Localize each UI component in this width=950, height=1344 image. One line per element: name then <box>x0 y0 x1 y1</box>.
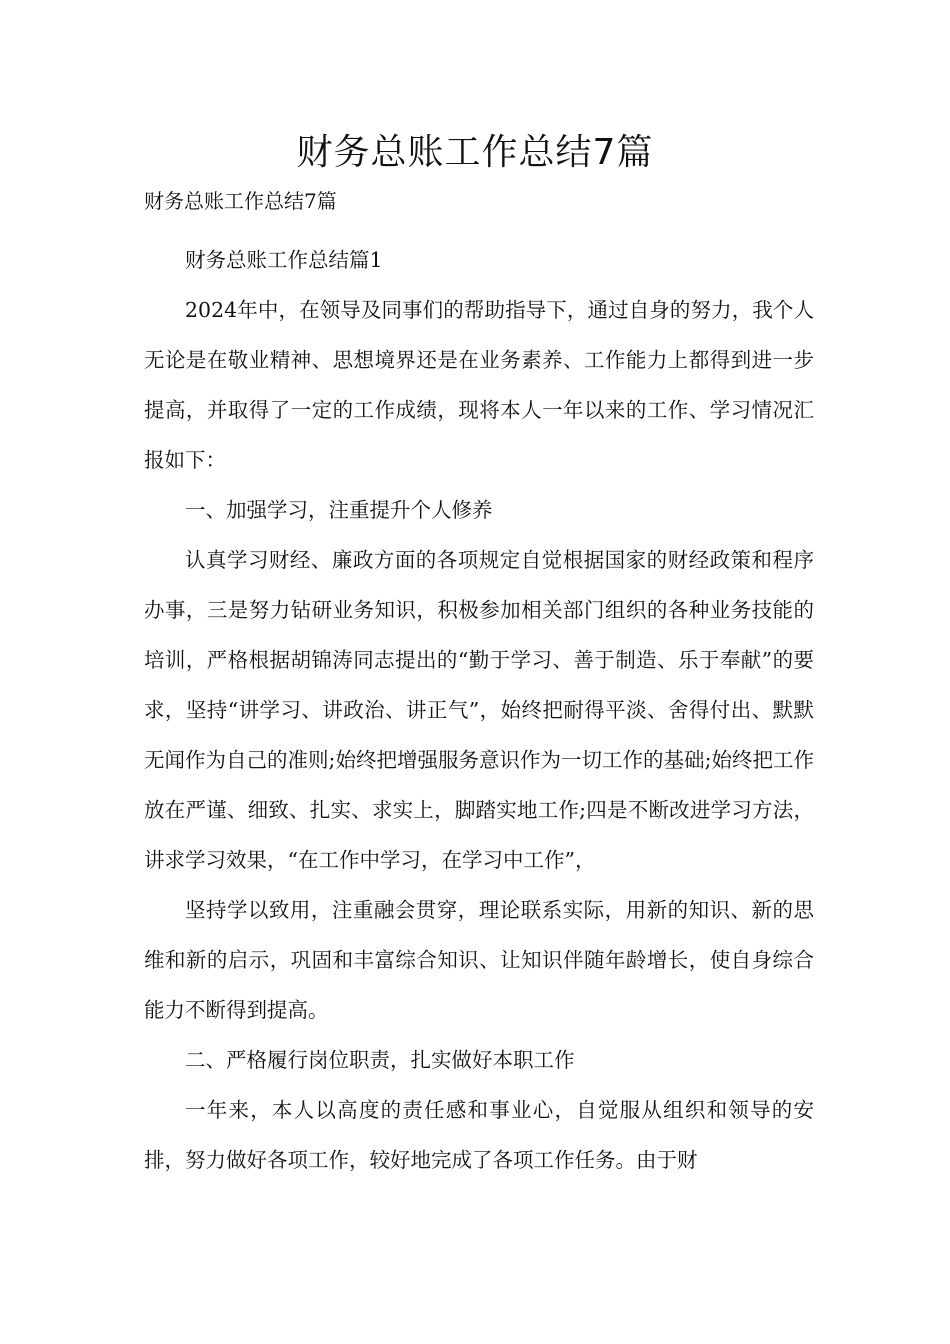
document-subtitle: 财务总账工作总结7篇 <box>144 189 337 213</box>
document-title: 财务总账工作总结7篇 <box>296 132 654 173</box>
section-heading: 二、严格履行岗位职责，扎实做好本职工作 <box>185 1048 575 1072</box>
paragraph: 2024年中，在领导及同事们的帮助指导下，通过自身的努力，我个人无论是在敬业精神、思想境界还是在业务素养、工作能力上都得到进一步提高，并取得了一定的工作成绩，现将本人一年以来的工作、学习情况汇报如下： <box>144 298 814 472</box>
document-body <box>144 235 814 1185</box>
section-heading: 财务总账工作总结篇1 <box>185 248 383 272</box>
section-heading: 一、加强学习，注重提升个人修养 <box>185 498 493 522</box>
paragraph: 一年来，本人以高度的责任感和事业心，自觉服从组织和领导的安排，努力做好各项工作，较好地完成了各项工作任务。由于财 <box>144 1098 814 1172</box>
paragraph: 认真学习财经、廉政方面的各项规定自觉根据国家的财经政策和程序办事，三是努力钻研业务知识，积极参加相关部门组织的各种业务技能的培训，严格根据胡锦涛同志提出的“勤于学习、善于制造、乐于奉献”的要求，坚持“讲学习、讲政治、讲正气”，始终把耐得平淡、舍得付出、默默无闻作为自己的准则;始终把增强服务意识作为一切工作的基础;始终把工作放在严谨、细致、扎实、求实上，脚踏实地工作;四是不断改进学习方法，讲求学习效果，“在工作中学习，在学习中工作”， <box>144 548 814 872</box>
paragraph: 坚持学以致用，注重融会贯穿，理论联系实际，用新的知识、新的思维和新的启示，巩固和丰富综合知识、让知识伴随年龄增长，使自身综合能力不断得到提高。 <box>144 898 814 1022</box>
